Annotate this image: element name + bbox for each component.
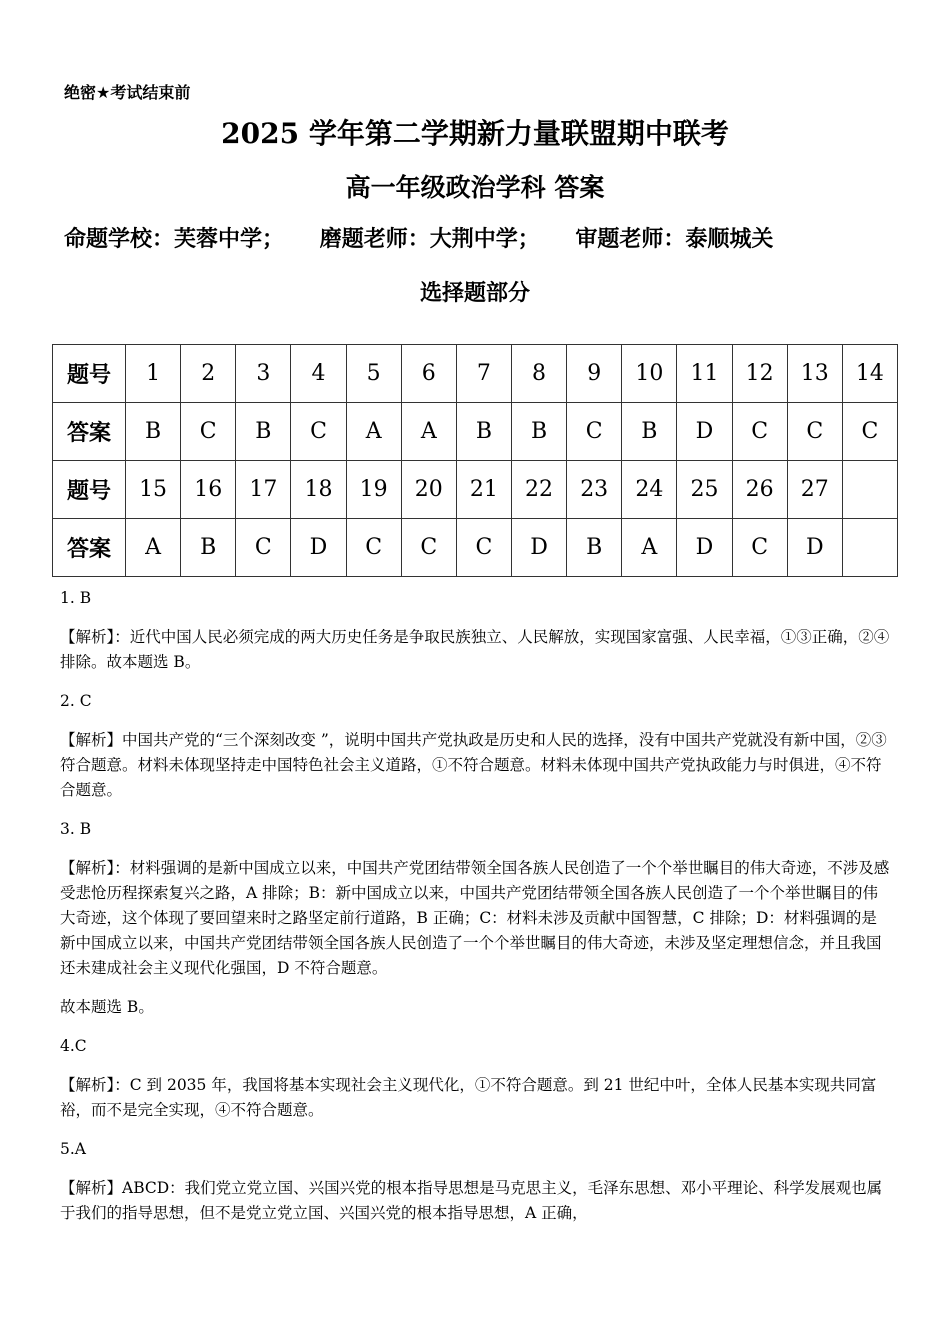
explanation-number: 2. C — [60, 692, 92, 710]
answer-cell: B — [126, 403, 181, 461]
answer-cell: D — [677, 519, 732, 577]
question-number — [842, 461, 897, 519]
answer-cell: D — [291, 519, 346, 577]
explanation-number: 1. B — [60, 589, 92, 607]
explanation-text: 【解析】ABCD：我们党立党立国、兴国兴党的根本指导思想是马克思主义，毛泽东思想、邓小平理论、科学发展观也属于我们的指导思想，但不是党立党立国、兴国兴党的根本指导思想，A 正确， — [60, 1179, 883, 1222]
answer-cell: B — [181, 519, 236, 577]
explanations — [60, 586, 890, 1240]
question-number: 19 — [346, 461, 401, 519]
question-number: 26 — [732, 461, 787, 519]
explanation-text: 【解析】：材料强调的是新中国成立以来，中国共产党团结带领全国各族人民创造了一个个举世瞩目的伟大奇迹，不涉及感受悲怆历程探索复兴之路，A 排除；B：新中国成立以来，中国共产党团结带领全国各族人民创造了一个个举世瞩目的伟大奇迹，这个体现了要回望来时之路坚定前行道路，B 正确；C：材料未涉及贡献中国智慧，C 排除；D：材料强调的是新中国成立以来，中国共产党团结带领全国各族人民创造了一个个举世瞩目的伟大奇迹，未涉及坚定理想信念，并且我国还未建成社会主义现代化强国，D 不符合题意。 — [60, 859, 890, 977]
answer-cell: C — [567, 403, 622, 461]
question-number: 22 — [511, 461, 566, 519]
question-number: 18 — [291, 461, 346, 519]
question-number: 6 — [401, 345, 456, 403]
question-number: 4 — [291, 345, 346, 403]
question-number: 27 — [787, 461, 842, 519]
question-number: 7 — [456, 345, 511, 403]
question-number: 17 — [236, 461, 291, 519]
answer-cell: A — [622, 519, 677, 577]
answer-cell: C — [401, 519, 456, 577]
question-number: 14 — [842, 345, 897, 403]
question-number: 25 — [677, 461, 732, 519]
explanation-number: 5.A — [60, 1140, 86, 1158]
answer-cell: C — [787, 403, 842, 461]
explanation-number: 3. B — [60, 820, 92, 838]
table-row-numbers-1 — [53, 345, 898, 403]
answer-cell: C — [456, 519, 511, 577]
answer-cell: C — [236, 519, 291, 577]
answer-cell: D — [677, 403, 732, 461]
question-number: 13 — [787, 345, 842, 403]
table-row-answers-1 — [53, 403, 898, 461]
answer-cell: C — [291, 403, 346, 461]
question-number: 20 — [401, 461, 456, 519]
answer-cell: C — [842, 403, 897, 461]
answer-cell: B — [567, 519, 622, 577]
author-setter: 命题学校：芙蓉中学； — [64, 227, 285, 252]
answer-cell: A — [401, 403, 456, 461]
answer-cell: A — [126, 519, 181, 577]
question-number: 5 — [346, 345, 401, 403]
answer-cell: C — [732, 519, 787, 577]
row-label-number: 题号 — [53, 345, 126, 403]
table-row-answers-2 — [53, 519, 898, 577]
explanation-text: 【解析】：近代中国人民必须完成的两大历史任务是争取民族独立、人民解放，实现国家富强、人民幸福，①③正确，②④排除。故本题选 B。 — [60, 628, 890, 671]
row-label-answer: 答案 — [53, 519, 126, 577]
answer-cell: C — [181, 403, 236, 461]
question-number: 16 — [181, 461, 236, 519]
answer-cell: C — [346, 519, 401, 577]
question-number: 8 — [511, 345, 566, 403]
author-reviewer: 审题老师：泰顺城关 — [575, 227, 774, 252]
question-number: 21 — [456, 461, 511, 519]
answer-cell: D — [511, 519, 566, 577]
row-label-answer: 答案 — [53, 403, 126, 461]
confidential-label: 绝密★考试结束前 — [64, 83, 191, 102]
answer-table — [52, 344, 898, 577]
exam-subtitle: 高一年级政治学科 答案 — [345, 173, 605, 202]
question-number: 10 — [622, 345, 677, 403]
explanation-text: 【解析】：C 到 2035 年，我国将基本实现社会主义现代化，①不符合题意。到 21 世纪中叶，全体人民基本实现共同富裕，而不是完全实现，④不符合题意。 — [60, 1076, 877, 1119]
question-number: 12 — [732, 345, 787, 403]
answer-cell: C — [732, 403, 787, 461]
answer-cell: B — [236, 403, 291, 461]
question-number: 3 — [236, 345, 291, 403]
question-number: 9 — [567, 345, 622, 403]
answer-cell: A — [346, 403, 401, 461]
answer-cell: B — [622, 403, 677, 461]
question-number: 24 — [622, 461, 677, 519]
question-number: 1 — [126, 345, 181, 403]
answer-cell — [842, 519, 897, 577]
answer-cell: B — [511, 403, 566, 461]
author-polisher: 磨题老师：大荆中学； — [319, 227, 540, 252]
explanation-number: 4.C — [60, 1037, 87, 1055]
authors-line — [64, 222, 801, 253]
section-heading: 选择题部分 — [419, 281, 530, 306]
answer-cell: B — [456, 403, 511, 461]
explanation-conclusion: 故本题选 B。 — [60, 998, 154, 1016]
question-number: 23 — [567, 461, 622, 519]
question-number: 2 — [181, 345, 236, 403]
table-row-numbers-2 — [53, 461, 898, 519]
explanation-text: 【解析】中国共产党的“三个深刻改变 ”，说明中国共产党执政是历史和人民的选择，没有中国共产党就没有新中国，②③符合题意。材料未体现坚持走中国特色社会主义道路，①不符合题意。材料未体现中国共产党执政能力与时俱进，④不符合题意。 — [60, 731, 887, 799]
exam-title: 2025 学年第二学期新力量联盟期中联考 — [221, 117, 729, 150]
answer-cell: D — [787, 519, 842, 577]
question-number: 11 — [677, 345, 732, 403]
row-label-number: 题号 — [53, 461, 126, 519]
question-number: 15 — [126, 461, 181, 519]
